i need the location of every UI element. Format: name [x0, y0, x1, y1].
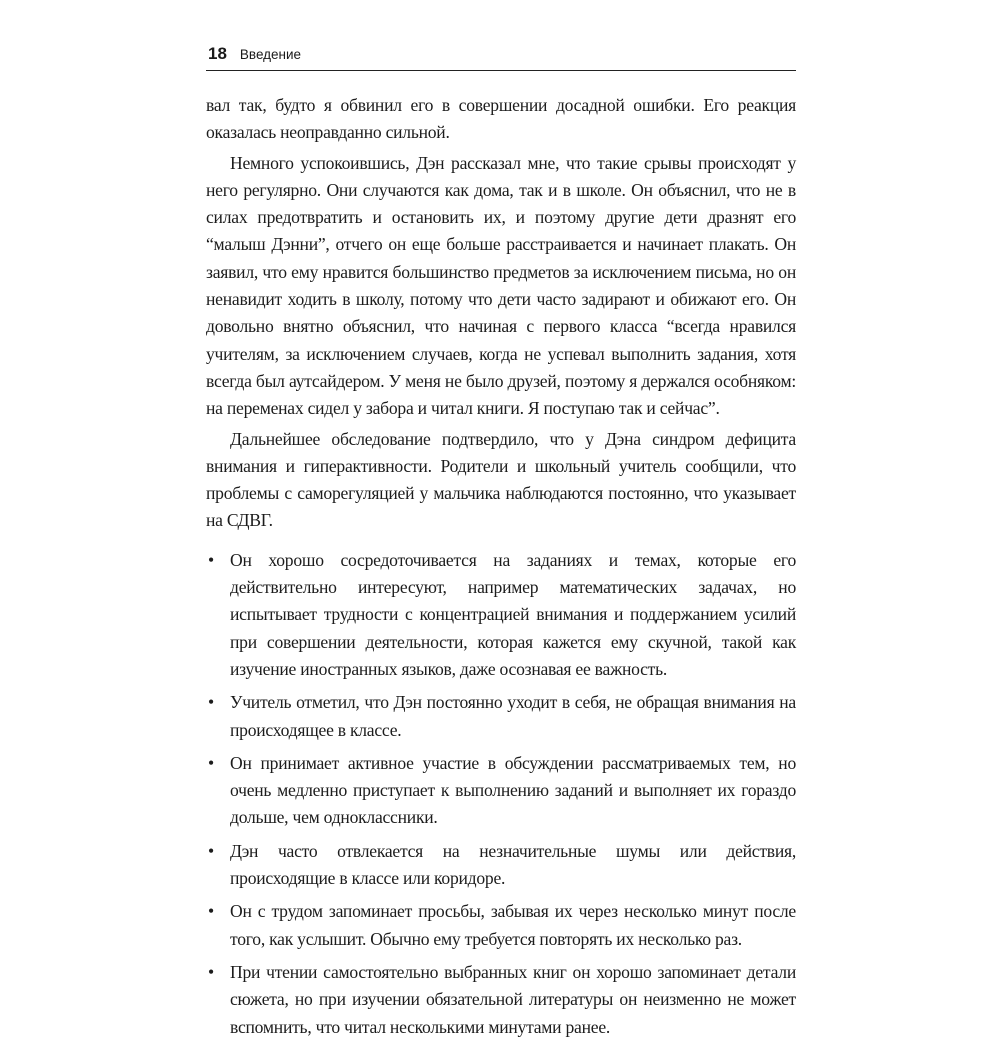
running-header	[206, 44, 796, 71]
paragraph: вал так, будто я обвинил его в совершении досадной ошибки. Его реакция оказалась неоправданно сильной.	[206, 95, 796, 143]
paragraph: Дальнейшее обследование подтвердило, что у Дэна синдром дефицита внимания и гиперактивности. Родители и школьный учитель сообщили, что проблемы с саморегуляцией у мальчика наблюдаются постоянно, что указывает на СДВГ.	[206, 428, 796, 531]
page-number: 18	[208, 44, 227, 63]
bullet-icon: •	[208, 840, 214, 861]
bullet-icon: •	[208, 961, 214, 982]
bullet-item	[206, 838, 796, 893]
bullet-item	[206, 689, 796, 744]
bullet-text: Он хорошо сосредоточивается на заданиях и темах, которые его действительно интересуют, например математических задачах, но испытывает трудности с концентрацией внимания и поддержанием усилий при совершении деятельности, которая кажется ему скучной, такой как изучение иностранных языков, даже осознавая ее важность.	[230, 549, 796, 679]
bullet-text: При чтении самостоятельно выбранных книг он хорошо запоминает детали сюжета, но при изучении обязательной литературы он неизменно не может вспомнить, что читал несколькими минутами ранее.	[230, 961, 796, 1037]
bullet-icon: •	[208, 549, 214, 570]
bullet-text: Он с трудом запоминает просьбы, забывая их через несколько минут после того, как услышит. Обычно ему требуется повторять их несколько раз.	[230, 901, 796, 949]
bullet-text: Учитель отметил, что Дэн постоянно уходит в себя, не обращая внимания на происходящее в классе.	[230, 692, 796, 740]
body-text	[206, 92, 796, 1041]
bullet-item	[206, 898, 796, 953]
bullet-icon: •	[208, 692, 214, 713]
section-title: Введение	[239, 47, 302, 62]
bullet-text: Дэн часто отвлекается на незначительные шумы или действия, происходящие в классе или коридоре.	[230, 840, 796, 889]
bullet-list	[206, 547, 796, 1041]
book-page	[206, 44, 796, 1047]
bullet-text: Он принимает активное участие в обсуждении рассматриваемых тем, но очень медленно приступает к выполнению заданий и выполняет их гораздо дольше, чем одноклассники.	[230, 752, 796, 828]
bullet-icon: •	[208, 752, 214, 773]
bullet-item	[206, 547, 796, 683]
paragraph: Немного успокоившись, Дэн рассказал мне, что такие срывы происходят у него регулярно. Они случаются как дома, так и в школе. Он объяснил, что не в силах предотвратить и остановить их, и поэтому другие дети дразнят его “малыш Дэнни”, отчего он еще больше расстраивается и начинает плакать. Он заявил, что ему нравится большинство предметов за исключением письма, но он ненавидит ходить в школу, потому что дети часто задирают и обижают его. Он довольно внятно объяснил, что начиная с первого класса “всегда нравился учителям, за исключением случаев, когда не успевал выполнить задания, хотя всегда был аутсайдером. У меня не было друзей, поэтому я держался особняком: на переменах сидел у забора и читал книги. Я поступаю так и сейчас”.	[206, 152, 796, 419]
bullet-icon: •	[208, 901, 214, 922]
bullet-item	[206, 750, 796, 832]
